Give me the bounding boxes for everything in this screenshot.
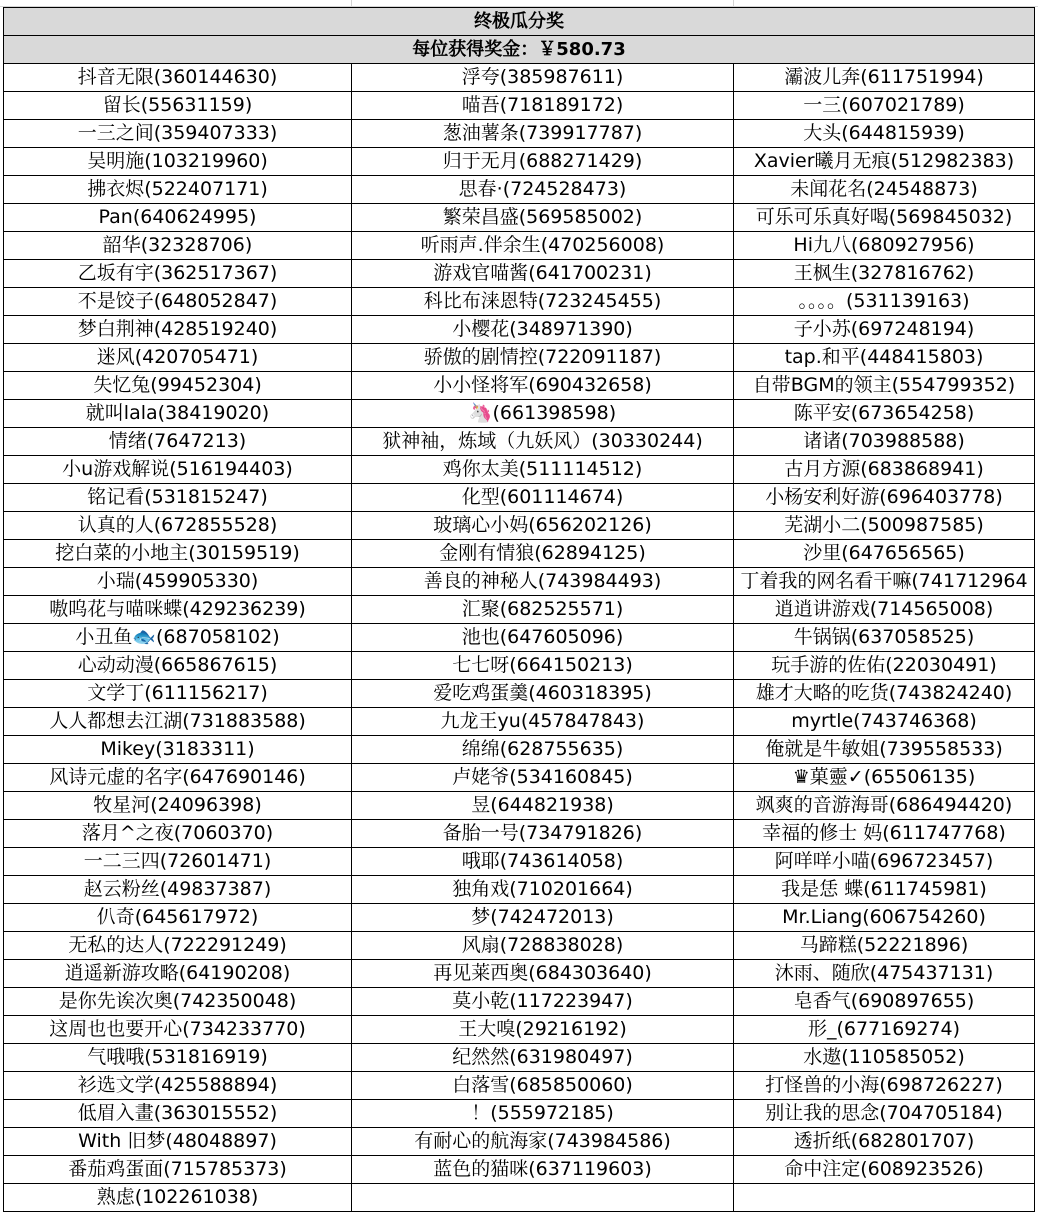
winner-cell[interactable]: 王大嗅(29216192) bbox=[352, 1016, 734, 1044]
table-row bbox=[4, 1184, 1035, 1212]
table-row bbox=[4, 512, 1035, 540]
column-header-strip bbox=[0, 0, 1038, 7]
winner-cell[interactable]: 熟虑(102261038) bbox=[4, 1184, 352, 1212]
table-row bbox=[4, 876, 1035, 904]
winner-cell[interactable]: 是你先诶次奥(742350048) bbox=[4, 988, 352, 1016]
prize-row bbox=[4, 36, 1035, 64]
winner-cell[interactable]: 拂衣烬(522407171) bbox=[4, 176, 352, 204]
winner-cell[interactable]: 打怪兽的小海(698726227) bbox=[734, 1072, 1035, 1100]
winner-cell[interactable]: 吴明施(103219960) bbox=[4, 148, 352, 176]
winner-cell[interactable]: 透折纸(682801707) bbox=[734, 1128, 1035, 1156]
winner-cell[interactable]: 迷风(420705471) bbox=[4, 344, 352, 372]
winner-cell[interactable]: 这周也也要开心(734233770) bbox=[4, 1016, 352, 1044]
winner-cell[interactable]: 独角戏(710201664) bbox=[352, 876, 734, 904]
title-row bbox=[4, 8, 1035, 36]
winner-cell[interactable]: 梦白荆神(428519240) bbox=[4, 316, 352, 344]
winner-cell[interactable]: 小樱花(348971390) bbox=[352, 316, 734, 344]
table-row bbox=[4, 260, 1035, 288]
table-row bbox=[4, 372, 1035, 400]
table-row bbox=[4, 428, 1035, 456]
table-row bbox=[4, 204, 1035, 232]
winner-cell[interactable]: 纪然然(631980497) bbox=[352, 1044, 734, 1072]
winner-cell[interactable]: 无私的达人(722291249) bbox=[4, 932, 352, 960]
table-row bbox=[4, 1156, 1035, 1184]
winner-cell[interactable]: 一三(607021789) bbox=[734, 92, 1035, 120]
table-row bbox=[4, 316, 1035, 344]
winner-cell[interactable]: 蓝色的猫咪(637119603) bbox=[352, 1156, 734, 1184]
winner-cell[interactable]: 飒爽的音游海哥(686494420) bbox=[734, 792, 1035, 820]
winner-cell[interactable]: 科比布涞恩特(723245455) bbox=[352, 288, 734, 316]
winner-cell[interactable]: 皂香气(690897655) bbox=[734, 988, 1035, 1016]
winner-cell[interactable]: 衫选文学(425588894) bbox=[4, 1072, 352, 1100]
table-row bbox=[4, 988, 1035, 1016]
winner-cell[interactable]: 一三之间(359407333) bbox=[4, 120, 352, 148]
table-row bbox=[4, 64, 1035, 92]
table-row bbox=[4, 484, 1035, 512]
winner-cell[interactable]: 王枫生(327816762) bbox=[734, 260, 1035, 288]
winner-cell[interactable]: 哦耶(743614058) bbox=[352, 848, 734, 876]
winner-cell[interactable]: 莫小乾(117223947) bbox=[352, 988, 734, 1016]
winner-cell[interactable]: 形_(677169274) bbox=[734, 1016, 1035, 1044]
winner-cell[interactable]: Pan(640624995) bbox=[4, 204, 352, 232]
winner-cell[interactable]: 赵云粉丝(49837387) bbox=[4, 876, 352, 904]
winner-cell[interactable]: 游戏官喵酱(641700231) bbox=[352, 260, 734, 288]
table-row bbox=[4, 1016, 1035, 1044]
table-row bbox=[4, 232, 1035, 260]
winner-cell[interactable]: ♛菓靈✓(65506135) bbox=[734, 764, 1035, 792]
winner-cell[interactable]: 池也(647605096) bbox=[352, 624, 734, 652]
table-row bbox=[4, 92, 1035, 120]
winner-cell[interactable]: ！(555972185) bbox=[352, 1100, 734, 1128]
table-row bbox=[4, 652, 1035, 680]
winner-cell[interactable]: 抖音无限(360144630) bbox=[4, 64, 352, 92]
table-row bbox=[4, 400, 1035, 428]
winner-cell[interactable]: Xavier曦月无痕(512982383) bbox=[734, 148, 1035, 176]
winner-cell[interactable]: 铭记看(531815247) bbox=[4, 484, 352, 512]
winner-cell[interactable]: 爱吃鸡蛋羹(460318395) bbox=[352, 680, 734, 708]
winner-cell[interactable]: 逍逍讲游戏(714565008) bbox=[734, 596, 1035, 624]
winner-cell[interactable]: 归于无月(688271429) bbox=[352, 148, 734, 176]
table-row bbox=[4, 904, 1035, 932]
winner-cell[interactable]: 命中注定(608923526) bbox=[734, 1156, 1035, 1184]
table-row bbox=[4, 1100, 1035, 1128]
winner-cell[interactable]: 挖白菜的小地主(30159519) bbox=[4, 540, 352, 568]
winner-cell[interactable]: 白落雪(685850060) bbox=[352, 1072, 734, 1100]
table-row bbox=[4, 540, 1035, 568]
winner-cell[interactable]: 葱油薯条(739917787) bbox=[352, 120, 734, 148]
winner-cell[interactable]: 自带BGM的领主(554799352) bbox=[734, 372, 1035, 400]
table-row bbox=[4, 176, 1035, 204]
winner-cell[interactable]: 再见莱西奥(684303640) bbox=[352, 960, 734, 988]
empty-cell[interactable] bbox=[734, 1184, 1035, 1212]
winner-cell[interactable]: 鸡你太美(511114512) bbox=[352, 456, 734, 484]
winner-cell[interactable]: 狱神袖，炼域（九妖风）(30330244) bbox=[352, 428, 734, 456]
winner-cell[interactable]: With 旧梦(48048897) bbox=[4, 1128, 352, 1156]
winner-cell[interactable]: 子小苏(697248194) bbox=[734, 316, 1035, 344]
winner-cell[interactable]: 幸福的修士 妈(611747768) bbox=[734, 820, 1035, 848]
winner-cell[interactable]: 陈平安(673654258) bbox=[734, 400, 1035, 428]
winner-cell[interactable]: 沐雨、随欣(475437131) bbox=[734, 960, 1035, 988]
winner-cell[interactable]: 有耐心的航海家(743984586) bbox=[352, 1128, 734, 1156]
winner-cell[interactable]: Mr.Liang(606754260) bbox=[734, 904, 1035, 932]
table-row bbox=[4, 932, 1035, 960]
winner-cell[interactable]: 绵绵(628755635) bbox=[352, 736, 734, 764]
winner-cell[interactable]: 汇聚(682525571) bbox=[352, 596, 734, 624]
winner-cell[interactable]: 风扇(728838028) bbox=[352, 932, 734, 960]
prize-winners-table bbox=[3, 7, 1035, 1212]
winner-cell[interactable]: 未闻花名(24548873) bbox=[734, 176, 1035, 204]
table-row bbox=[4, 1072, 1035, 1100]
table-row bbox=[4, 792, 1035, 820]
winner-cell[interactable]: 化型(601114674) bbox=[352, 484, 734, 512]
winner-cell[interactable]: 卢姥爷(534160845) bbox=[352, 764, 734, 792]
winner-cell[interactable]: 逍遥新游攻略(64190208) bbox=[4, 960, 352, 988]
winner-cell[interactable]: 繁荣昌盛(569585002) bbox=[352, 204, 734, 232]
winner-cell[interactable]: 灞波儿奔(611751994) bbox=[734, 64, 1035, 92]
winner-cell[interactable]: Mikey(3183311) bbox=[4, 736, 352, 764]
column-divider bbox=[351, 0, 352, 7]
table-row bbox=[4, 344, 1035, 372]
winner-cell[interactable]: 🦄(661398598) bbox=[352, 400, 734, 428]
winner-cell[interactable]: 风诗元虚的名字(647690146) bbox=[4, 764, 352, 792]
winner-cell[interactable]: 可乐可乐真好喝(569845032) bbox=[734, 204, 1035, 232]
winner-cell[interactable]: 玻璃心小妈(656202126) bbox=[352, 512, 734, 540]
table-row bbox=[4, 120, 1035, 148]
winner-cell[interactable]: 雄才大略的吃货(743824240) bbox=[734, 680, 1035, 708]
table-title[interactable]: 终极瓜分奖 bbox=[4, 8, 1035, 36]
winner-cell[interactable]: 古月方源(683868941) bbox=[734, 456, 1035, 484]
winner-cell[interactable]: myrtle(743746368) bbox=[734, 708, 1035, 736]
winner-cell[interactable]: tap.和平(448415803) bbox=[734, 344, 1035, 372]
winner-cell[interactable]: 韶华(32328706) bbox=[4, 232, 352, 260]
winner-cell[interactable]: 小丑鱼🐟(687058102) bbox=[4, 624, 352, 652]
winner-cell[interactable]: 人人都想去江湖(731883588) bbox=[4, 708, 352, 736]
winner-cell[interactable]: 失忆兔(99452304) bbox=[4, 372, 352, 400]
table-row bbox=[4, 820, 1035, 848]
winner-cell[interactable]: 小小怪将军(690432658) bbox=[352, 372, 734, 400]
winner-cell[interactable]: 大头(644815939) bbox=[734, 120, 1035, 148]
winner-cell[interactable]: 思春·(724528473) bbox=[352, 176, 734, 204]
winner-cell[interactable]: Hi九八(680927956) bbox=[734, 232, 1035, 260]
winner-cell[interactable]: 诸诸(703988588) bbox=[734, 428, 1035, 456]
winner-cell[interactable]: 小瑞(459905330) bbox=[4, 568, 352, 596]
winner-cell[interactable]: 九龙王yu(457847843) bbox=[352, 708, 734, 736]
winner-cell[interactable]: 浮夸(385987611) bbox=[352, 64, 734, 92]
winner-cell[interactable]: 玩手游的佐佑(22030491) bbox=[734, 652, 1035, 680]
table-row bbox=[4, 736, 1035, 764]
winner-cell[interactable]: 梦(742472013) bbox=[352, 904, 734, 932]
winner-cell[interactable]: 一二三四(72601471) bbox=[4, 848, 352, 876]
winner-cell[interactable]: 番茄鸡蛋面(715785373) bbox=[4, 1156, 352, 1184]
winner-cell[interactable]: 仈奇(645617972) bbox=[4, 904, 352, 932]
winner-cell[interactable]: 心动动漫(665867615) bbox=[4, 652, 352, 680]
table-row bbox=[4, 288, 1035, 316]
winner-cell[interactable]: 我是恁 蝶(611745981) bbox=[734, 876, 1035, 904]
winner-cell[interactable]: 喵吾(718189172) bbox=[352, 92, 734, 120]
empty-cell[interactable] bbox=[352, 1184, 734, 1212]
winner-cell[interactable]: 善良的神秘人(743984493) bbox=[352, 568, 734, 596]
winner-cell[interactable]: 马蹄糕(52221896) bbox=[734, 932, 1035, 960]
winner-cell[interactable]: 小u游戏解说(516194403) bbox=[4, 456, 352, 484]
winner-cell[interactable]: 阿咩咩小喵(696723457) bbox=[734, 848, 1035, 876]
winner-cell[interactable]: 俺就是牛敏姐(739558533) bbox=[734, 736, 1035, 764]
table-row bbox=[4, 1044, 1035, 1072]
winner-cell[interactable]: 听雨声.伴余生(470256008) bbox=[352, 232, 734, 260]
winner-cell[interactable]: 落月^之夜(7060370) bbox=[4, 820, 352, 848]
winner-cell[interactable]: 留长(55631159) bbox=[4, 92, 352, 120]
winner-cell[interactable]: 丁着我的网名看干嘛(741712964 bbox=[734, 568, 1035, 596]
table-row bbox=[4, 568, 1035, 596]
winner-cell[interactable]: 低眉入畫(363015552) bbox=[4, 1100, 352, 1128]
table-row bbox=[4, 596, 1035, 624]
table-row bbox=[4, 456, 1035, 484]
winner-cell[interactable]: 文学丁(611156217) bbox=[4, 680, 352, 708]
table-row bbox=[4, 960, 1035, 988]
winner-cell[interactable]: 乙坂有宇(362517367) bbox=[4, 260, 352, 288]
winner-cell[interactable]: 别让我的思念(704705184) bbox=[734, 1100, 1035, 1128]
winner-cell[interactable]: 。。。。(531139163) bbox=[734, 288, 1035, 316]
table-row bbox=[4, 708, 1035, 736]
winner-cell[interactable]: 认真的人(672855528) bbox=[4, 512, 352, 540]
winner-cell[interactable]: 情绪(7647213) bbox=[4, 428, 352, 456]
winner-cell[interactable]: 牧星河(24096398) bbox=[4, 792, 352, 820]
winner-cell[interactable]: 就叫lala(38419020) bbox=[4, 400, 352, 428]
winner-cell[interactable]: 不是饺子(648052847) bbox=[4, 288, 352, 316]
winner-cell[interactable]: 金刚有情狼(62894125) bbox=[352, 540, 734, 568]
winner-cell[interactable]: 骄傲的剧情控(722091187) bbox=[352, 344, 734, 372]
winner-cell[interactable]: 小杨安利好游(696403778) bbox=[734, 484, 1035, 512]
table-row bbox=[4, 764, 1035, 792]
winner-cell[interactable]: 沙里(647656565) bbox=[734, 540, 1035, 568]
winner-cell[interactable]: 昱(644821938) bbox=[352, 792, 734, 820]
winner-cell[interactable]: 芜湖小二(500987585) bbox=[734, 512, 1035, 540]
table-row bbox=[4, 680, 1035, 708]
table-row bbox=[4, 148, 1035, 176]
table-row bbox=[4, 624, 1035, 652]
winner-cell[interactable]: 水遨(110585052) bbox=[734, 1044, 1035, 1072]
column-divider bbox=[733, 0, 734, 7]
winner-cell[interactable]: 牛锅锅(637058525) bbox=[734, 624, 1035, 652]
winner-cell[interactable]: 气哦哦(531816919) bbox=[4, 1044, 352, 1072]
prize-amount[interactable]: 每位获得奖金：￥580.73 bbox=[4, 36, 1035, 64]
table-row bbox=[4, 1128, 1035, 1156]
winner-cell[interactable]: 备胎一号(734791826) bbox=[352, 820, 734, 848]
winner-cell[interactable]: 嗷呜花与喵咪蝶(429236239) bbox=[4, 596, 352, 624]
table-row bbox=[4, 848, 1035, 876]
winner-cell[interactable]: 七七呀(664150213) bbox=[352, 652, 734, 680]
